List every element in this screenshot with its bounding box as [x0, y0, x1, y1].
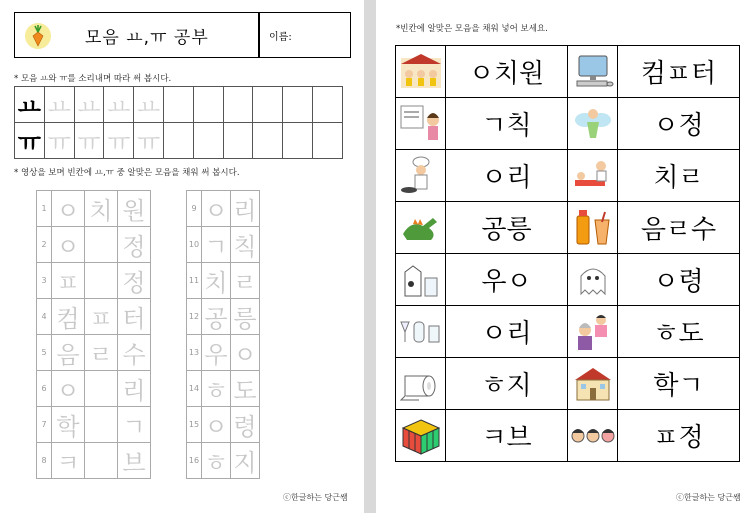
practice-row — [187, 191, 260, 227]
picture-word-row — [396, 358, 740, 410]
juice-drink-icon — [568, 202, 618, 254]
practice-cell[interactable] — [85, 407, 118, 443]
practice-cell[interactable]: 브 — [118, 443, 151, 479]
fairy-icon — [568, 98, 618, 150]
practice-row — [187, 299, 260, 335]
picture-word-row — [396, 98, 740, 150]
picture-word-row — [396, 254, 740, 306]
word-blank-cell[interactable]: ㄱ칙 — [446, 98, 568, 150]
practice-row — [187, 335, 260, 371]
row-number: 12 — [187, 299, 202, 335]
carrot-icon — [25, 23, 51, 49]
practice-cell[interactable]: 음 — [52, 335, 85, 371]
practice-row — [187, 227, 260, 263]
practice-cell[interactable]: ㅇ — [52, 371, 85, 407]
practice-cell[interactable]: ㅇ — [202, 191, 231, 227]
practice-row — [187, 407, 260, 443]
picture-word-row — [396, 306, 740, 358]
trace-letter[interactable]: ㅛ — [74, 87, 104, 123]
page-gutter — [364, 0, 376, 513]
practice-cell[interactable]: ㅇ — [202, 407, 231, 443]
blank-cell[interactable] — [163, 87, 193, 123]
writing-grid — [14, 86, 343, 159]
left-worksheet-page — [0, 0, 364, 513]
row-number: 13 — [187, 335, 202, 371]
practice-cell[interactable]: 릉 — [231, 299, 260, 335]
row-number: 9 — [187, 191, 202, 227]
model-letter: ㅠ — [15, 123, 45, 159]
rubiks-cube-icon — [396, 410, 446, 462]
blank-cell[interactable] — [312, 87, 342, 123]
practice-row — [37, 371, 151, 407]
practice-cell[interactable] — [85, 263, 118, 299]
word-blank-cell[interactable]: 컴ㅍ터 — [618, 46, 740, 98]
word-blank-cell[interactable]: 음ㄹ수 — [618, 202, 740, 254]
practice-row — [187, 443, 260, 479]
instruction-trace: * 모음 ㅛ와 ㅠ를 소리내며 따라 써 봅시다. — [14, 74, 172, 84]
practice-cell[interactable]: 칙 — [231, 227, 260, 263]
trace-letter[interactable]: ㅛ — [134, 87, 164, 123]
picture-word-row — [396, 202, 740, 254]
practice-cell[interactable]: 치 — [202, 263, 231, 299]
practice-cell[interactable]: 도 — [231, 371, 260, 407]
blank-cell[interactable] — [223, 87, 253, 123]
practice-cell[interactable]: ㅎ — [202, 443, 231, 479]
blank-cell[interactable] — [223, 123, 253, 159]
trace-letter[interactable]: ㅠ — [74, 123, 104, 159]
practice-cell[interactable]: 수 — [118, 335, 151, 371]
blank-cell[interactable] — [193, 123, 223, 159]
practice-row — [37, 263, 151, 299]
practice-cell[interactable]: ㅍ — [85, 299, 118, 335]
word-blank-cell[interactable]: 치ㄹ — [618, 150, 740, 202]
instruction-fill: * 영상을 보며 빈칸에 ㅛ,ㅠ 중 알맞은 모음을 채워 써 봅시다. — [14, 168, 240, 178]
writing-row-yu — [15, 123, 343, 159]
row-number: 1 — [37, 191, 52, 227]
dinosaur-icon — [396, 202, 446, 254]
practice-cell[interactable] — [85, 443, 118, 479]
practice-row — [37, 443, 151, 479]
practice-row — [37, 227, 151, 263]
glasses-cup-icon — [396, 306, 446, 358]
copyright: ⓒ한글하는 당근쌤 — [676, 493, 741, 502]
practice-cell[interactable]: 우 — [202, 335, 231, 371]
faces-expressions-icon — [568, 410, 618, 462]
kindergarten-children-icon — [396, 46, 446, 98]
blank-cell[interactable] — [253, 123, 283, 159]
blank-cell[interactable] — [253, 87, 283, 123]
blank-cell[interactable] — [283, 87, 313, 123]
blank-cell[interactable] — [283, 123, 313, 159]
practice-row — [187, 371, 260, 407]
practice-row — [37, 407, 151, 443]
model-letter: ㅛ — [15, 87, 45, 123]
row-number: 10 — [187, 227, 202, 263]
row-number: 11 — [187, 263, 202, 299]
picture-word-row — [396, 46, 740, 98]
instruction-right: *빈칸에 알맞은 모음을 채워 넣어 보세요. — [396, 24, 548, 34]
word-blank-cell[interactable]: ㅇ치원 — [446, 46, 568, 98]
practice-cell[interactable]: ㅇ — [52, 227, 85, 263]
grandmother-icon — [568, 306, 618, 358]
practice-cell[interactable]: 령 — [231, 407, 260, 443]
chef-cooking-icon — [396, 150, 446, 202]
toilet-paper-icon — [396, 358, 446, 410]
row-number: 2 — [37, 227, 52, 263]
row-number: 14 — [187, 371, 202, 407]
row-number: 8 — [37, 443, 52, 479]
trace-letter[interactable]: ㅛ — [44, 87, 74, 123]
word-blank-cell[interactable]: ㅋ브 — [446, 410, 568, 462]
word-blank-cell[interactable]: ㅇ리 — [446, 306, 568, 358]
practice-cell[interactable]: 리 — [118, 371, 151, 407]
picture-word-row — [396, 150, 740, 202]
practice-cell[interactable]: 터 — [118, 299, 151, 335]
word-blank-cell[interactable]: ㅇ령 — [618, 254, 740, 306]
practice-cell[interactable]: ㅋ — [52, 443, 85, 479]
row-number: 6 — [37, 371, 52, 407]
practice-cell[interactable]: ㄱ — [202, 227, 231, 263]
practice-table-1-8 — [36, 190, 151, 479]
practice-cell[interactable]: ㅍ — [52, 263, 85, 299]
row-number: 7 — [37, 407, 52, 443]
practice-cell[interactable]: 치 — [85, 191, 118, 227]
practice-cell[interactable]: ㅎ — [202, 371, 231, 407]
practice-cell[interactable]: 컴 — [52, 299, 85, 335]
school-building-icon — [568, 358, 618, 410]
trace-letter[interactable]: ㅛ — [104, 87, 134, 123]
trace-letter[interactable]: ㅠ — [44, 123, 74, 159]
row-number: 15 — [187, 407, 202, 443]
practice-cell[interactable]: 정 — [118, 263, 151, 299]
row-number: 4 — [37, 299, 52, 335]
name-label: 이름: — [269, 32, 292, 43]
worksheet-header — [14, 12, 351, 58]
practice-cell[interactable]: 공 — [202, 299, 231, 335]
milk-carton-icon — [396, 254, 446, 306]
practice-cell[interactable]: ㄱ — [118, 407, 151, 443]
row-number: 16 — [187, 443, 202, 479]
practice-row — [37, 299, 151, 335]
practice-cell[interactable]: ㅇ — [231, 335, 260, 371]
practice-cell[interactable] — [85, 227, 118, 263]
blank-cell[interactable] — [312, 123, 342, 159]
blank-cell[interactable] — [163, 123, 193, 159]
right-worksheet-page — [376, 0, 743, 513]
header-divider — [258, 13, 260, 57]
ghost-icon — [568, 254, 618, 306]
row-number: 5 — [37, 335, 52, 371]
practice-cell[interactable]: ㄹ — [85, 335, 118, 371]
trace-letter[interactable]: ㅠ — [104, 123, 134, 159]
word-blank-cell[interactable]: 학ㄱ — [618, 358, 740, 410]
practice-cell[interactable]: 정 — [118, 227, 151, 263]
practice-cell[interactable]: 지 — [231, 443, 260, 479]
word-blank-cell[interactable]: ㅇ리 — [446, 150, 568, 202]
practice-table-9-16 — [186, 190, 260, 479]
dentist-icon — [568, 150, 618, 202]
practice-row — [187, 263, 260, 299]
blank-cell[interactable] — [193, 87, 223, 123]
word-blank-cell[interactable]: 우ㅇ — [446, 254, 568, 306]
practice-cell[interactable] — [85, 371, 118, 407]
word-blank-cell[interactable]: ㅎ도 — [618, 306, 740, 358]
practice-cell[interactable]: ㄹ — [231, 263, 260, 299]
copyright: ⓒ한글하는 당근쌤 — [283, 493, 348, 502]
trace-letter[interactable]: ㅠ — [134, 123, 164, 159]
word-blank-cell[interactable]: ㅎ지 — [446, 358, 568, 410]
word-blank-cell[interactable]: 공릉 — [446, 202, 568, 254]
practice-cell[interactable]: 학 — [52, 407, 85, 443]
worksheet-title: 모음 ㅛ,ㅠ 공부 — [85, 28, 209, 48]
practice-cell[interactable]: 원 — [118, 191, 151, 227]
row-number: 3 — [37, 263, 52, 299]
practice-row — [37, 335, 151, 371]
practice-cell[interactable]: ㅇ — [52, 191, 85, 227]
word-blank-cell[interactable]: ㅇ정 — [618, 98, 740, 150]
writing-row-yo — [15, 87, 343, 123]
picture-word-row — [396, 410, 740, 462]
practice-cell[interactable]: 리 — [231, 191, 260, 227]
practice-row — [37, 191, 151, 227]
picture-word-table — [395, 45, 740, 462]
computer-icon — [568, 46, 618, 98]
word-blank-cell[interactable]: ㅍ정 — [618, 410, 740, 462]
girl-studying-icon — [396, 98, 446, 150]
